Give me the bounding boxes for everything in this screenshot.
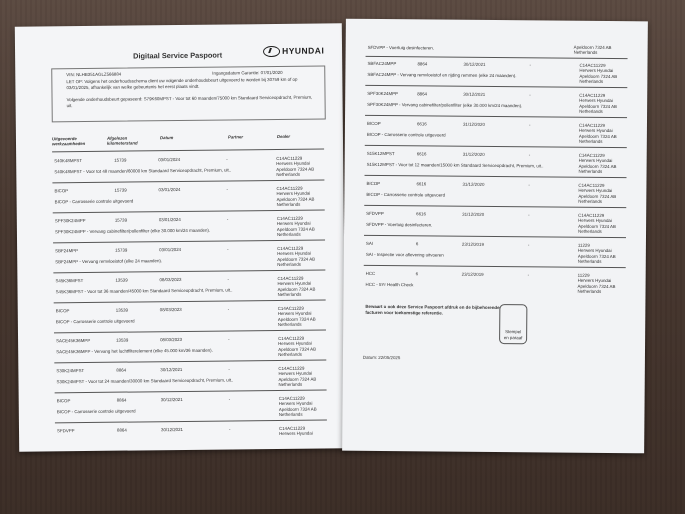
row-code: SBF24MPP xyxy=(55,248,79,254)
row-description: S40K48MPST - Voor tot 48 maanden/60000 km Standaard Serviceopdracht, Premium, uit.. xyxy=(54,167,232,175)
retention-note: Bewaart u ook deze Service Paspoort afdruk en de bijbehorende facturen voor toekomstige referentie. xyxy=(365,303,500,316)
row-code: BICOP xyxy=(54,188,69,194)
row-km: 15739 xyxy=(115,247,128,253)
row-date: 31/12/2020 xyxy=(462,181,485,187)
stamp-box xyxy=(499,304,527,344)
col-header-work: Uitgevoerde werkzaamheden xyxy=(51,136,86,147)
row-separator xyxy=(53,239,325,243)
row-separator xyxy=(364,265,626,268)
row-km: 8864 xyxy=(116,397,127,403)
row-separator xyxy=(364,205,626,208)
row-partner: - xyxy=(527,272,530,278)
row-date: 30/12/2021 xyxy=(463,91,486,97)
row-dealer: C14AC11229 Herwers Hyundai Apeldoorn 7324 AB Netherlands xyxy=(579,92,618,114)
row-description: SACE45K36MPP - Vervang het luchtfilterelement (elke 45.000 km/36 maanden). xyxy=(56,347,213,355)
row-partner: - xyxy=(228,426,231,432)
row-separator xyxy=(53,209,325,213)
row-km: 6 xyxy=(415,271,419,277)
row-partner: - xyxy=(227,306,230,312)
row-partner: - xyxy=(226,216,229,222)
row-description: SFDVPP - Voertuig desinfecteren. xyxy=(366,221,433,228)
row-dealer: C14AC11229 Herwers Hyundai Apeldoorn 7324 AB Netherlands xyxy=(278,335,317,357)
row-separator xyxy=(365,145,627,148)
row-code: HCC xyxy=(365,270,376,276)
row-dealer: C14AC11229 Herwers Hyundai Apeldoorn 7324 AB Netherlands xyxy=(578,122,617,144)
row-description: SBF24MPP - Vervang remvloeistof (elke 24 maanden). xyxy=(55,258,163,265)
row-description: S30K24MPST - Voor tot 24 maanden/30000 km Standaard Serviceopdracht, Premium, uit.. xyxy=(56,377,234,385)
row-description: SPF30K24MPP - Vervang cabinefilter/pollenfilter (elke 30.000 km/24 maanden). xyxy=(54,227,211,235)
row-km: 8864 xyxy=(417,61,428,67)
row-dealer: C14AC11229 Herwers Hyundai Apeldoorn 7324 AB Netherlands xyxy=(578,212,616,234)
row-separator xyxy=(53,269,325,273)
row-km: 15739 xyxy=(114,157,127,163)
row-code: BICOP xyxy=(55,308,70,314)
col-header-km: Afgelezen kilometerstand xyxy=(106,135,138,146)
row-code: SBFAC24MPP xyxy=(367,60,397,67)
row-code: SAI xyxy=(365,240,374,246)
row-dealer: 11229 Herwers Hyundai Apeldoorn 7324 AB Netherlands xyxy=(577,272,616,294)
row-description: BICOP - Carrosserie controle uitgevoerd xyxy=(366,131,446,138)
row-date: 23/12/2019 xyxy=(461,271,484,277)
row-date: 08/03/2023 xyxy=(159,276,182,283)
row-partner: - xyxy=(529,92,531,98)
row-code: BICOP xyxy=(366,180,381,186)
row-date: 03/01/2024 xyxy=(158,216,181,223)
row-code: BICOP xyxy=(56,398,71,404)
row-dealer: C14AC11229 Herwers Hyundai Apeldoorn 7324 AB Netherlands xyxy=(276,215,315,237)
brand-name: HYUNDAI xyxy=(281,45,325,56)
row-code: BICOP xyxy=(366,120,381,126)
row-code: S45K36MPST xyxy=(55,278,84,284)
row-code: SFDVPP xyxy=(56,428,75,434)
row-description: S45K36MPST - Voor tot 36 maanden/45000 km Standaard Serviceopdracht, Premium, uit.. xyxy=(55,287,233,295)
col-header-date: Datum xyxy=(159,135,174,141)
row-dealer: C14AC11229 Herwers Hyundai Apeldoorn 7324 AB Netherlands xyxy=(578,182,617,204)
row-description: BICOP - Carrosserie controle uitgevoerd xyxy=(55,318,135,325)
row-code: S30K24MPST xyxy=(56,368,85,374)
row-partner: - xyxy=(528,212,530,218)
row-partner: - xyxy=(528,182,530,188)
continued-desc: SFDVPP - Voertuig desinfecteren. xyxy=(367,44,434,51)
row-partner: - xyxy=(227,276,229,282)
print-date: Datum: 22/05/2025 xyxy=(362,354,401,361)
row-partner: - xyxy=(528,122,531,128)
row-code: SPF30K24MPP xyxy=(54,217,86,224)
row-partner: - xyxy=(527,242,530,248)
row-code: S15K12MPST xyxy=(366,150,395,157)
row-partner: - xyxy=(226,186,228,192)
row-separator xyxy=(365,115,627,118)
row-date: 08/03/2023 xyxy=(159,306,182,313)
row-date: 23/12/2019 xyxy=(461,241,484,247)
row-separator xyxy=(54,299,326,303)
header-rule xyxy=(52,148,324,152)
row-description: HCC - 5Yr Health Check xyxy=(365,281,414,288)
row-separator xyxy=(54,359,326,363)
row-km: 6616 xyxy=(416,211,426,217)
row-dealer: C14AC11229 Herwers Hyundai Apeldoorn 7324 AB Netherlands xyxy=(578,152,617,174)
next-service-note: Volgende onderhoudsbeurt gepaseerd: S79K60MPST - Voor tot 60 maanden/75000 km Standaard Serviceopdracht, Premium, uit. xyxy=(66,94,313,108)
row-code: S40K48MPST xyxy=(54,158,83,164)
row-km: 13539 xyxy=(116,337,129,343)
row-separator xyxy=(55,419,327,423)
row-km: 13539 xyxy=(115,307,129,313)
row-date: 30/12/2021 xyxy=(160,366,183,373)
document-title: Digitaal Service Paspoort xyxy=(133,50,223,61)
table-header xyxy=(51,133,324,147)
row-date: 03/01/2024 xyxy=(159,246,182,253)
row-km: 8864 xyxy=(116,367,127,373)
row-separator xyxy=(365,175,627,178)
row-dealer: 11229 Herwers Hyundai Apeldoorn 7324 AB Netherlands xyxy=(577,242,616,264)
row-km: 8864 xyxy=(417,91,428,97)
row-date: 31/12/2020 xyxy=(462,211,485,217)
row-km: 6616 xyxy=(416,151,427,157)
row-description: SBFAC24MPP - Vervang remvloeistof en rijding remmen (elke 24 maanden). xyxy=(367,71,517,79)
row-km: 6616 xyxy=(416,181,427,187)
col-header-partner: Partner xyxy=(227,134,244,140)
row-description: BICOP - Carrosserie controle uitgevoerd xyxy=(56,408,136,415)
row-partner: - xyxy=(227,246,229,252)
continued-rule xyxy=(366,56,628,59)
row-separator xyxy=(365,85,627,88)
col-header-dealer: Dealer xyxy=(276,133,291,139)
row-partner: - xyxy=(226,156,228,162)
let-op-note: LET OP: Volgens het onderhoudsschema dient uw volgende onderhoudsbeurt uitgevoerd te worden bij 30759 km of op 03/01/2025, afhankelijk van welke gebeurtenis het eerst plaats vindt. xyxy=(66,76,298,90)
row-date: 31/12/2020 xyxy=(462,121,485,127)
row-km: 13539 xyxy=(115,277,128,283)
row-description: SAI - Inspectie voor aflevering uitvoeren xyxy=(365,251,444,258)
row-partner: - xyxy=(528,152,531,158)
row-description: S15K12MPST - Voor tot 12 maanden/15000 km Standaard Serviceopdracht, Premium, uit.. xyxy=(366,161,544,169)
row-km: 15739 xyxy=(114,187,127,193)
row-dealer: C14AC11229 Herwers Hyundai Apeldoorn 7324 AB Netherlands xyxy=(579,62,618,84)
row-dealer: C14AC11229 Herwers Hyundai Apeldoorn 7324 AB Netherlands xyxy=(278,395,317,417)
vin-text: VIN: NLHB351AGLZ566884 xyxy=(66,71,122,78)
row-separator xyxy=(54,329,326,333)
hyundai-logo xyxy=(263,45,324,57)
row-dealer: C14AC11229 Herwers Hyundai Apeldoorn 7324 AB Netherlands xyxy=(276,185,315,207)
row-partner: - xyxy=(228,396,231,402)
row-code: SACE45K36MPP xyxy=(56,337,91,344)
row-dealer: C14AC11229 Herwers Hyundai Apeldoorn 7324 AB Netherlands xyxy=(277,305,316,327)
row-date: 30/12/2021 xyxy=(160,426,184,433)
left-document-page xyxy=(15,23,346,451)
row-date: 03/01/2024 xyxy=(158,186,181,193)
hyundai-emblem-icon xyxy=(263,46,280,57)
stamp-label: Stempel en paraaf xyxy=(503,329,523,340)
row-date: 08/03/2023 xyxy=(160,336,183,343)
row-description: BICOP - Carrosserie controle uitgevoerd xyxy=(54,198,134,205)
row-date: 30/12/2021 xyxy=(463,61,486,67)
row-dealer: C14AC11229 Herwers Hyundai Apeldoorn 7324 AB Netherlands xyxy=(277,245,316,267)
row-km: 8864 xyxy=(116,427,127,433)
row-partner: - xyxy=(228,366,230,372)
row-km: 6616 xyxy=(416,121,427,127)
row-description: SPF30K24MPP - Vervang cabinefilter/pollenfilter (elke 30.000 km/24 maanden). xyxy=(367,101,523,109)
row-km: 6 xyxy=(415,241,419,247)
row-dealer: C14AC11229 Herwers Hyundai Apeldoorn 7324 AB Netherlands xyxy=(277,275,316,297)
vehicle-info-box xyxy=(51,65,326,122)
row-date: 30/12/2021 xyxy=(160,396,183,403)
row-dealer: C14AC11229 Herwers Hyundai Apeldoorn 7324 AB Netherlands xyxy=(276,155,315,177)
row-dealer: C14AC11229 Herwers Hyundai xyxy=(278,425,313,437)
right-document-page xyxy=(342,19,648,454)
continued-dealer: Apeldoorn 7324 AB Netherlands xyxy=(573,44,612,56)
row-description: BICOP - Carrosserie controle uitgevoerd xyxy=(366,191,446,198)
row-code: SPF30K24MPP xyxy=(367,90,399,97)
row-code: SFDVPP xyxy=(366,210,384,217)
row-separator xyxy=(55,389,327,393)
warranty-start: Ingangsdatum Garantie: 07/01/2020 xyxy=(212,69,283,76)
row-separator xyxy=(364,235,626,238)
row-date: 03/01/2024 xyxy=(158,156,181,163)
row-partner: - xyxy=(228,336,230,342)
row-separator xyxy=(52,179,324,183)
row-km: 15739 xyxy=(114,217,128,223)
row-date: 31/12/2020 xyxy=(462,151,485,157)
row-dealer: C14AC11229 Herwers Hyundai Apeldoorn 7324 AB Netherlands xyxy=(278,365,317,387)
row-partner: - xyxy=(529,62,531,68)
